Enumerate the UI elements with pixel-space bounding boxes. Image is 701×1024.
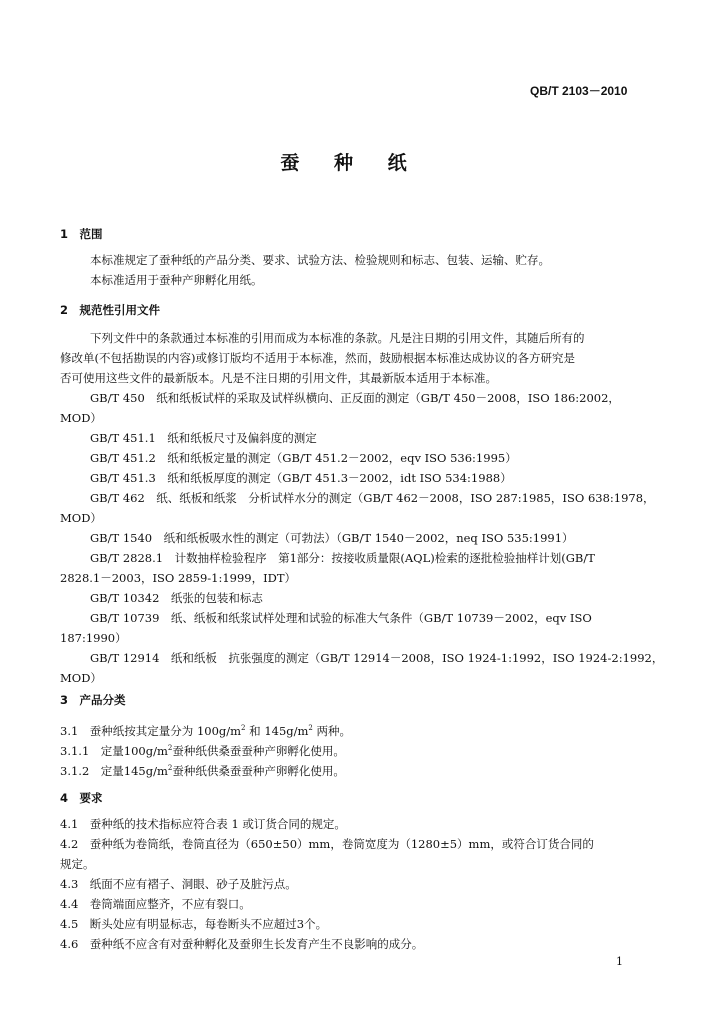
clause-3-1: 3.1 蚕种纸按其定量分为 $100g/m^2$ 和 $145g/m^2$ 两种。 [60, 723, 352, 738]
section-1-paragraph: 本标准规定了蚕种纸的产品分类、要求、试验方法、检验规则和标志、包装、运输、贮存。 [90, 253, 550, 267]
clause-3-1-2: 3.1.2 定量$145g/m^2$蚕种纸供桑蚕蚕种产卵孵化使用。 [60, 763, 345, 778]
reference-item: 187:1990） [60, 631, 127, 645]
section-3-heading: 3 产品分类 [60, 693, 126, 707]
section-1-paragraph: 本标准适用于蚕种产卵孵化用纸。 [90, 273, 263, 287]
reference-item: MOD） [60, 511, 102, 525]
reference-item: GB/T 462 纸、纸板和纸浆 分析试样水分的测定（GB/T 462－2008，ISO 287:1985，ISO 638:1978， [90, 491, 655, 505]
reference-item: GB/T 1540 纸和纸板吸水性的测定（可勃法）（GB/T 1540－2002，neq ISO 535:1991） [90, 531, 574, 545]
clause-3-1-1: 3.1.1 定量$100g/m^2$蚕种纸供桑蚕蚕种产卵孵化使用。 [60, 743, 345, 758]
clause-4-2-cont: 规定。 [60, 857, 95, 871]
reference-item: GB/T 10342 纸张的包装和标志 [90, 591, 263, 605]
document-title: 蚕 种 纸 [280, 152, 421, 174]
reference-item: MOD） [60, 671, 102, 685]
section-1-heading: 1 范围 [60, 227, 103, 241]
section-2-intro: 修改单(不包括勘误的内容)或修订版均不适用于本标准，然而，鼓励根据本标准达成协议的各方研究是 [60, 351, 575, 365]
reference-item: GB/T 451.2 纸和纸板定量的测定（GB/T 451.2－2002，eqv ISO 536:1995） [90, 451, 517, 465]
page-number: 1 [616, 955, 623, 968]
clause-4-1: 4.1 蚕种纸的技术指标应符合表 1 或订货合同的规定。 [60, 817, 346, 831]
clause-4-2: 4.2 蚕种纸为卷筒纸，卷筒直径为（650±50）mm，卷筒宽度为（1280±5）mm，或符合订货合同的 [60, 837, 594, 851]
section-2-intro: 下列文件中的条款通过本标准的引用而成为本标准的条款。凡是注日期的引用文件，其随后所有的 [90, 331, 585, 345]
clause-4-5: 4.5 断头处应有明显标志，每卷断头不应超过3个。 [60, 917, 328, 931]
reference-item: GB/T 2828.1 计数抽样检验程序 第1部分：按接收质量限(AQL)检索的逐批检验抽样计划(GB/T [90, 551, 595, 565]
reference-item: GB/T 451.3 纸和纸板厚度的测定（GB/T 451.3－2002，idt ISO 534:1988） [90, 471, 512, 485]
section-2-heading: 2 规范性引用文件 [60, 303, 161, 317]
reference-item: GB/T 12914 纸和纸板 抗张强度的测定（GB/T 12914－2008，ISO 1924-1:1992，ISO 1924-2:1992， [90, 651, 664, 665]
clause-4-6: 4.6 蚕种纸不应含有对蚕种孵化及蚕卵生长发育产生不良影响的成分。 [60, 937, 424, 951]
reference-item: 2828.1－2003，ISO 2859-1:1999，IDT） [60, 571, 297, 585]
section-2-intro: 否可使用这些文件的最新版本。凡是不注日期的引用文件，其最新版本适用于本标准。 [60, 371, 497, 385]
clause-4-4: 4.4 卷筒端面应整齐，不应有裂口。 [60, 897, 251, 911]
reference-item: GB/T 450 纸和纸板试样的采取及试样纵横向、正反面的测定（GB/T 450－2008，ISO 186:2002， [90, 391, 620, 405]
standard-number: QB/T 2103－2010 [530, 84, 628, 98]
clause-4-3: 4.3 纸面不应有褶子、洞眼、砂子及脏污点。 [60, 877, 297, 891]
section-4-heading: 4 要求 [60, 791, 103, 805]
reference-item: MOD） [60, 411, 102, 425]
reference-item: GB/T 451.1 纸和纸板尺寸及偏斜度的测定 [90, 431, 317, 445]
reference-item: GB/T 10739 纸、纸板和纸浆试样处理和试验的标准大气条件（GB/T 10739－2002，eqv ISO [90, 611, 592, 625]
